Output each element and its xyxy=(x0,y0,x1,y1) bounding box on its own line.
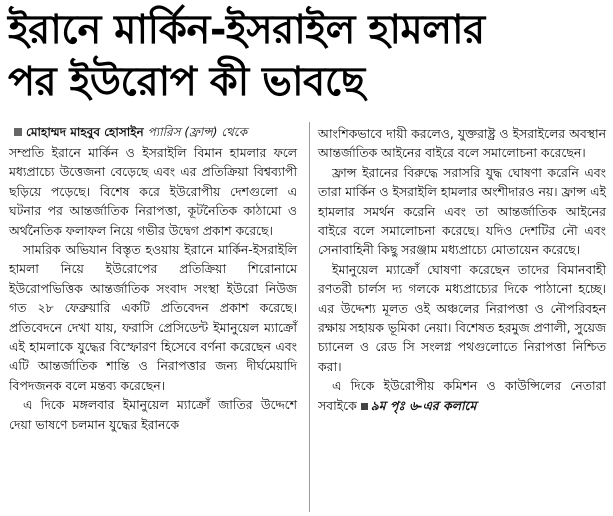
paragraph: এ দিকে মঙ্গলবার ইমানুয়েল ম্যাক্রোঁ জাতির উদ্দেশে দেয়া ভাষণে চলমান যুদ্ধের ইরানকে xyxy=(9,397,297,432)
headline xyxy=(8,4,608,108)
left-column xyxy=(9,143,297,434)
right-column xyxy=(318,124,606,415)
byline-author: মোহাম্মদ মাহবুব হোসাইন xyxy=(26,125,144,139)
paragraph: ইমানুয়েল ম্যাক্রোঁ ঘোষণা করেছেন তাদের বিমানবাহী রণতরী চার্লস দ্য গলকে মধ্যপ্রাচ্যের দিকে পাঠানো হচ্ছে। এর উদ্দেশ্য মূলত ওই অঞ্চলের নিরাপত্তা ও নৌপরিবহন রক্ষায় সহায়ক ভূমিকা নেয়া। বিশেষত হরমুজ প্রণালী, সুয়েজ চ্যানেল ও রেড সি সংলগ্ন পথগুলোতে নিরাপত্তা নিশ্চিত করা। xyxy=(318,261,607,374)
headline-line-2: পর ইউরোপ কী ভাবছে xyxy=(8,59,365,105)
headline-line-1: ইরানে মার্কিন-ইসরাইল হামলার xyxy=(8,7,485,53)
byline xyxy=(14,124,314,140)
paragraph xyxy=(318,376,606,415)
paragraph: ফ্রান্স ইরানের বিরুদ্ধে সরাসরি যুদ্ধ ঘোষণা করেনি এবং তারা মার্কিন ও ইসরাইলি হামলার অংশীদারও নয়। ফ্রান্স এই হামলার সমর্থন করেনি এবং তা আন্তর্জাতিক আইনের বাইরে বলে সমালোচনা করেছে। যদিও দেশটির নৌ এবং সেনাবাহিনী কিছু সরঞ্জাম মধ্যপ্রাচ্যে মোতায়েন করেছে। xyxy=(318,164,606,258)
square-bullet-icon xyxy=(14,128,22,136)
continuation-text: ৯ম পৃঃ ৬-এর কলামে xyxy=(370,397,477,413)
paragraph-text: এ দিকে ইউরোপীয় কমিশন ও কাউন্সিলের নেতারা সবাইকে xyxy=(318,378,606,413)
byline-location: প্যারিস (ফ্রান্স) থেকে xyxy=(147,125,248,139)
paragraph: আংশিকভাবে দায়ী করলেও, যুক্তরাষ্ট্র ও ইসরাইলের অবস্থান আন্তর্জাতিক আইনের বাইরে বলে সমালোচনা করেছেন। xyxy=(318,126,606,161)
paragraph: সামরিক অভিযান বিস্তৃত হওয়ায় ইরানে মার্কিন-ইসরাইলি হামলা নিয়ে ইউরোপের প্রতিক্রিয়া শিরোনামে ইউরোপভিত্তিক আন্তর্জাতিক সংবাদ সংস্থা ইউরো নিউজ গত ২৮ ফেব্রুয়ারি একটি প্রতিবেদন প্রকাশ করেছে। প্রতিবেদনে দেখা যায়, ফরাসি প্রেসিডেন্ট ইমানুয়েল ম্যাক্রোঁ এই হামলাকে যুদ্ধের বিস্ফোরণ হিসেবে বর্ণনা করেছেন এবং এটি আন্তর্জাতিক শান্তি ও নিরাপত্তার জন্য দীর্ঘমেয়াদি বিপদজনক বলে মন্তব্য করেছেন। xyxy=(9,242,297,393)
square-bullet-icon xyxy=(361,403,368,410)
continuation-link[interactable] xyxy=(361,398,477,413)
paragraph: সম্প্রতি ইরানে মার্কিন ও ইসরাইলি বিমান হামলার ফলে মধ্যপ্রাচ্যে উত্তেজনা বেড়েছে এবং এর প্রতিক্রিয়া বিশ্বব্যাপী ছড়িয়ে পড়েছে। বিশেষ করে ইউরোপীয় দেশগুলো এ ঘটনার পর আন্তর্জাতিক নিরাপত্তা, কূটনৈতিক কাঠামো ও অর্থনৈতিক ফলাফল নিয়ে গভীর উদ্বেগ প্রকাশ করেছে। xyxy=(9,145,297,238)
column-divider xyxy=(309,122,310,512)
